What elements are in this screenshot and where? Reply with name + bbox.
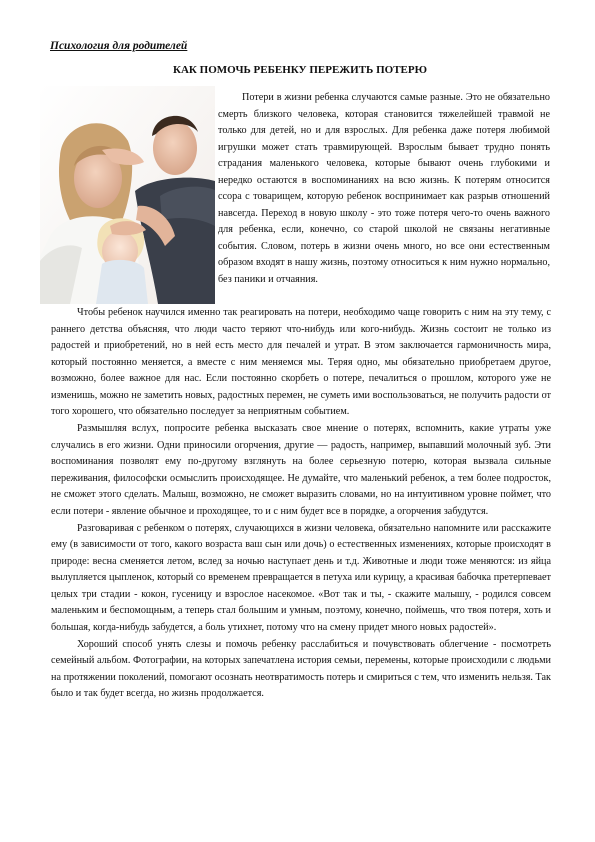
intro-paragraph: Потери в жизни ребенка случаются самые разные. Это не обязательно смерть близкого человека, которая становится тяжелейшей травмой не только для детей, но и для взрослых. Для ребенка даже потеря любимой игрушки может стать травмирующей. Взрослым бывает трудно понять страдания маленького человека, которые бывают очень глубокими и нередко остаются в воспоминаниях на всю жизнь. К потерям относится ссора с товарищем, которую ребенок воспринимает как разрыв отношений навсегда. Переход в новую школу - это тоже потеря чего-то очень важного для ребенка, если, конечно, со старой школой не связаны негативные события. Словом, потерь в жизни очень много, но все они естественным образом входят в нашу жизнь, поэтому относиться к ним нужно нормально, без паники и отчаяния. (218, 92, 550, 286)
body-paragraph: Хороший способ унять слезы и помочь ребенку расслабиться и почувствовать облегчение - посмотреть семейный альбом. Фотографии, на которых запечатлена история семьи, перемены, которые происходили с людьми на протяжении поколений, помогают осознать неотвратимость потерь и смириться с тем, что изменить нельзя. Так было и так будет всегда, но жизнь продолжается. (51, 638, 551, 700)
photo-parents-child (40, 86, 215, 304)
body-paragraph: Чтобы ребенок научился именно так реагировать на потери, необходимо чаще говорить с ним на эту тему, с раннего детства объясняя, что люди часто теряют что-нибудь или кого-нибудь. Жизнь состоит не только из радостей и приобретений, но в ней есть место для печалей и утрат. В этом заключается гармоничность мира, который постоянно меняется, а вместе с ним меняемся мы. Теряя одно, мы обязательно приобретаем другое, возможно, более важное для нас. Если постоянно скорбеть о потере, печалиться о прошлом, которого уже не изменишь, можно не заметить новых, радостных перемен, не суметь ими воспользоваться, не получить радости от того хорошего, что обязательно последует за неприятным событием. (51, 307, 551, 417)
article-title: КАК ПОМОЧЬ РЕБЕНКУ ПЕРЕЖИТЬ ПОТЕРЮ (173, 64, 427, 76)
body-paragraph: Размышляя вслух, попросите ребенка высказать свое мнение о потерях, вспомнить, какие утраты уже случались в его жизни. Одни приносили огорчения, другие — радость, например, выпавший молочный зуб. Эти воспоминания позволят ему по-другому взглянуть на более серьезную потерю, которая вызвала сильные переживания, философски осмыслить происходящее. Не думайте, что маленький ребенок, а тем более подросток, не сможет этого сделать. Малыш, возможно, не сможет выразить словами, но на интуитивном уровне поймет, что если потери - явление обычное и проходящее, то и с ним будет все в порядке, а огорчения забудутся. (51, 423, 551, 517)
article-body (51, 305, 551, 703)
body-paragraph: Разговаривая с ребенком о потерях, случающихся в жизни человека, обязательно напомните или расскажите ему (в зависимости от того, какого возраста ваш сын или дочь) о естественных изменениях, которые происходят в природе: весна сменяется летом, вслед за ночью наступает день и т.д. Животные и люди тоже меняются: из яйца вылупляется цыпленок, который со временем превращается в петуха или курицу, а красивая бабочка претерпевает целых три стадии - кокон, гусеницу и взрослое насекомое. «Вот так и ты, - скажите малышу, - родился совсем маленьким и беспомощным, а теперь стал большим и умным, поэтому, конечно, поймешь, что твоя потеря, хоть и большая, когда-нибудь забудется, а боль утихнет, потому что на смену придет много новых радостей». (51, 522, 551, 633)
section-header: Психология для родителей (50, 40, 188, 52)
